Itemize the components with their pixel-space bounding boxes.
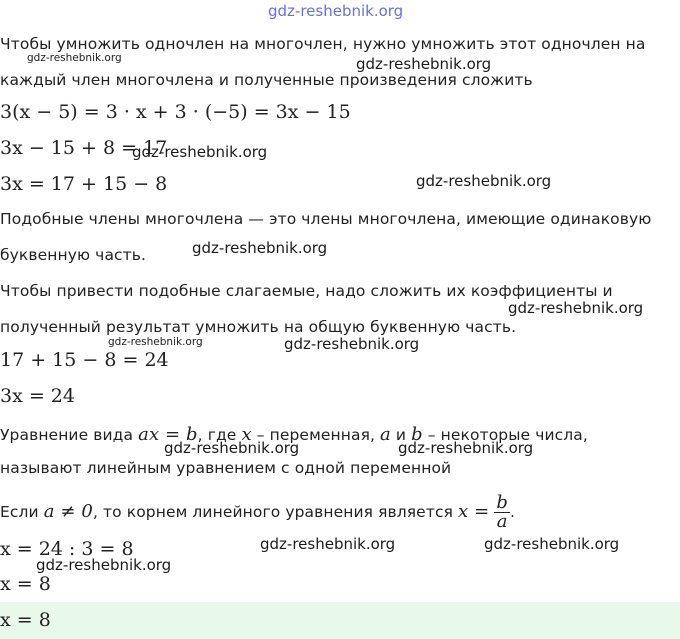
watermark: gdz-reshebnik.org: [416, 172, 552, 190]
watermark: gdz-reshebnik.org: [284, 335, 420, 353]
watermark: gdz-reshebnik.org: [164, 439, 300, 457]
equation: 3x = 24: [0, 385, 75, 407]
math-inline: a ≠ 0: [43, 501, 93, 522]
watermark: gdz-reshebnik.org: [192, 239, 328, 257]
math-inline: x =: [458, 501, 490, 522]
watermark: gdz-reshebnik.org: [260, 535, 396, 553]
watermark: gdz-reshebnik.org: [398, 439, 534, 457]
equation: 3x = 17 + 15 − 8: [0, 173, 168, 195]
rule-text: называют линейным уравнением с одной переменной: [0, 459, 452, 477]
rule-text-part: Уравнение вида: [0, 426, 134, 444]
math-inline: a: [380, 424, 391, 445]
rule-text: Чтобы привести подобные слагаемые, надо сложить их коэффициенты и: [0, 282, 613, 300]
math-inline: b: [411, 424, 423, 445]
equation: x = 8: [0, 573, 51, 595]
rule-text: Чтобы умножить одночлен на многочлен, нужно умножить этот одночлен на: [0, 35, 646, 53]
answer-equation: x = 8: [0, 609, 51, 631]
watermark: gdz-reshebnik.org: [356, 55, 492, 73]
rule-text: полученный результат умножить на общую буквенную часть.: [0, 318, 517, 336]
rule-text: буквенную часть.: [0, 246, 147, 264]
watermark: gdz-reshebnik.org: [108, 336, 203, 348]
fraction-numerator: b: [496, 492, 508, 513]
watermark: gdz-reshebnik.org: [36, 556, 172, 574]
rule-text-part: , где: [197, 426, 237, 444]
fraction: [494, 494, 510, 531]
rule-text-part: и: [390, 426, 407, 444]
watermark: gdz-reshebnik.org: [132, 143, 268, 161]
rule-text-part: .: [509, 503, 515, 521]
watermark: gdz-reshebnik.org: [484, 535, 620, 553]
rule-text-part: – переменная,: [251, 426, 376, 444]
answer-highlight: [0, 602, 680, 639]
equation: 3x − 15 + 8 = 17: [0, 137, 168, 159]
rule-text: [0, 494, 515, 531]
equation: 3(x − 5) = 3 · x + 3 · (−5) = 3x − 15: [0, 101, 351, 123]
rule-text-part: – некоторые числа,: [422, 426, 588, 444]
rule-text-part: Если: [0, 503, 39, 521]
rule-text-part: , то корнем линейного уравнения является: [92, 503, 453, 521]
watermark: gdz-reshebnik.org: [27, 52, 122, 64]
equation: 17 + 15 − 8 = 24: [0, 349, 169, 371]
math-inline: x: [241, 424, 252, 445]
equation: x = 24 : 3 = 8: [0, 538, 134, 560]
watermark-top: gdz-reshebnik.org: [268, 2, 404, 20]
watermark: gdz-reshebnik.org: [508, 299, 644, 317]
fraction-denominator: a: [496, 511, 508, 532]
math-inline: ax = b: [138, 424, 198, 445]
rule-text: Подобные члены многочлена — это члены многочлена, имеющие одинаковую: [0, 210, 652, 228]
rule-text: каждый член многочлена и полученные произведения сложить: [0, 71, 533, 89]
